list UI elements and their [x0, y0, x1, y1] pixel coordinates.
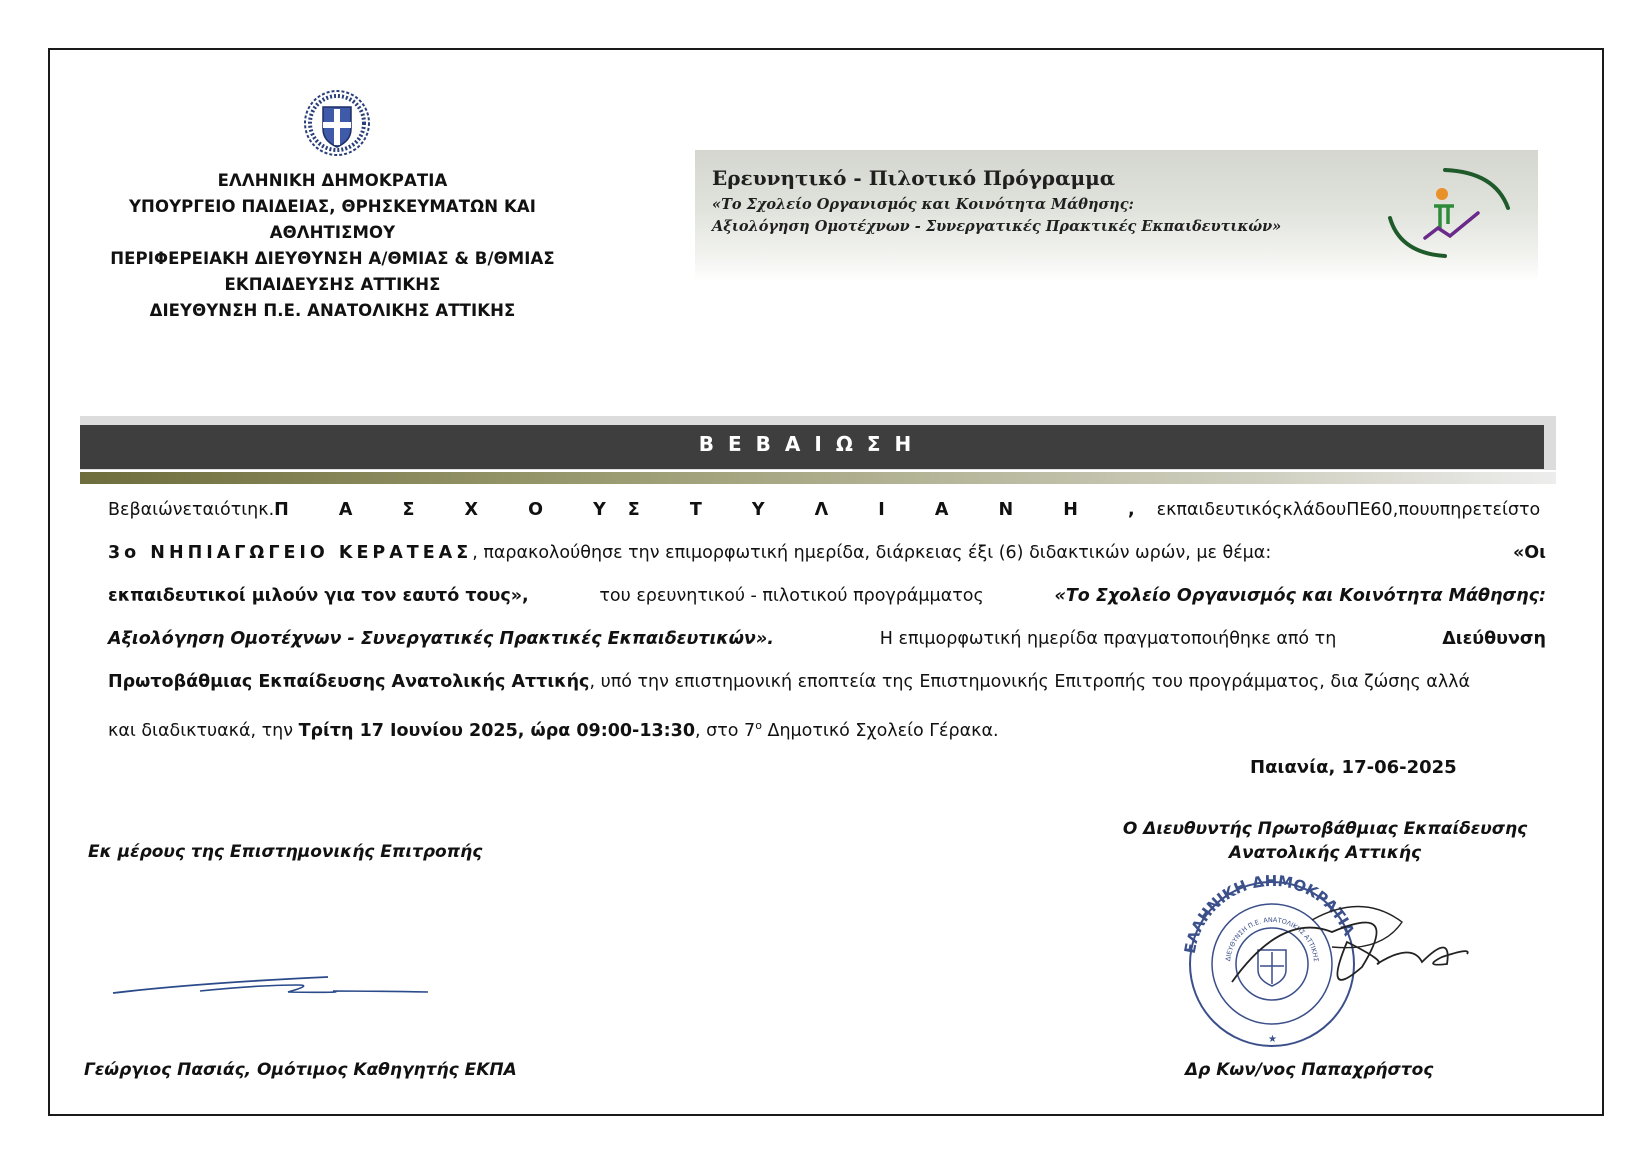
- title-bar-underline: [80, 472, 1556, 484]
- left-signatory-name: Γεώργιος Πασιάς, Ομότιμος Καθηγητής ΕΚΠΑ: [84, 1060, 517, 1080]
- body-line-6: [108, 704, 1546, 747]
- recipient-first-name: Σ Τ Υ Λ Ι Α Ν Η ,: [627, 500, 1157, 520]
- program-logo-icon: [1370, 158, 1520, 268]
- body-text: και διαδικτυακά, την: [108, 720, 299, 741]
- body-line-2: [108, 532, 1546, 575]
- org-line: ΕΚΠΑΙΔΕΥΣΗΣ ΑΤΤΙΚΗΣ: [224, 275, 441, 294]
- body-text: , υπό την επιστημονική εποπτεία της Επιστημονικής Επιτροπής του προγράμματος, δια ζώσης αλλά: [589, 672, 1471, 692]
- body-line-5: [108, 661, 1546, 704]
- left-signature-icon: [108, 955, 438, 1005]
- directorate: Διεύθυνση: [1442, 629, 1546, 649]
- program-name-cont: Αξιολόγηση Ομοτέχνων - Συνεργατικές Πρακτικές Εκπαιδευτικών».: [108, 629, 774, 649]
- certificate-title: ΒΕΒΑΙΩΣΗ: [698, 432, 926, 456]
- stamp-inner-text: ΔΙΕΥΘΥΝΣΗ Π.Ε. ΑΝΑΤΟΛΙΚΗΣ ΑΤΤΙΚΗΣ: [1224, 915, 1320, 963]
- directorate-cont: Πρωτοβάθμιας Εκπαίδευσης Ανατολικής Αττικής: [108, 672, 590, 692]
- greek-emblem-icon: [303, 89, 371, 157]
- ordinal-superscript: ο: [755, 719, 762, 732]
- body-text: , παρακολούθησε την επιμορφωτική ημερίδα, διάρκειας έξι (6) διδακτικών ωρών, με θέμα:: [472, 543, 1272, 563]
- program-name: «Το Σχολείο Οργανισμός και Κοινότητα Μάθησης:: [1054, 586, 1546, 606]
- word: εκπαιδευτικός: [1156, 500, 1283, 520]
- left-signatory-role: Εκ μέρους της Επιστημονικής Επιτροπής: [88, 842, 483, 862]
- body-text: , στο 7: [695, 720, 756, 741]
- body-line-3: [108, 575, 1546, 618]
- school-name: 3ο ΝΗΠΙΑΓΩΓΕΙΟ ΚΕΡΑΤΕΑΣ: [108, 543, 473, 563]
- word: υπηρετεί: [1429, 500, 1508, 520]
- body-text: Η επιμορφωτική ημερίδα πραγματοποιήθηκε από τη: [879, 629, 1337, 649]
- body-text: Δημοτικό Σχολείο Γέρακα.: [761, 720, 999, 741]
- theme-text: εκπαιδευτικοί μιλούν για τον εαυτό τους»,: [108, 586, 529, 606]
- certificate-body: [108, 489, 1546, 747]
- role-line-1: Ο Διευθυντής Πρωτοβάθμιας Εκπαίδευσης: [1122, 819, 1528, 839]
- program-subtitle-line1: «Το Σχολείο Οργανισμός και Κοινότητα Μάθησης:: [712, 196, 1134, 213]
- org-line: ΥΠΟΥΡΓΕΙΟ ΠΑΙΔΕΙΑΣ, ΘΡΗΣΚΕΥΜΑΤΩΝ ΚΑΙ: [129, 197, 536, 216]
- recipient-surname: Π Α Σ Χ Ο Υ: [274, 500, 628, 520]
- program-banner: [695, 150, 1538, 282]
- word: που: [1398, 500, 1430, 520]
- official-stamp-icon: [1172, 872, 1472, 1047]
- org-line: ΑΘΛΗΤΙΣΜΟΥ: [269, 223, 396, 242]
- right-signatory-role: [1120, 817, 1530, 865]
- place-date: Παιανία, 17-06-2025: [1250, 757, 1457, 778]
- word: Βεβαιώνεται: [108, 500, 220, 520]
- org-line: ΔΙΕΥΘΥΝΣΗ Π.Ε. ΑΝΑΤΟΛΙΚΗΣ ΑΤΤΙΚΗΣ: [149, 301, 516, 320]
- body-line-1: [108, 489, 1541, 532]
- program-subtitle-line2: Αξιολόγηση Ομοτέχνων - Συνεργατικές Πρακτικές Εκπαιδευτικών»: [712, 218, 1282, 235]
- word: κλάδου: [1282, 500, 1347, 520]
- stamp-outer-text: ΕΛΛΗΝΙΚΗ ΔΗΜΟΚΡΑΤΙΑ: [1180, 872, 1359, 955]
- program-title: Ερευνητικό - Πιλοτικό Πρόγραμμα: [712, 166, 1116, 190]
- org-line: ΠΕΡΙΦΕΡΕΙΑΚΗ ΔΙΕΥΘΥΝΣΗ Α/ΘΜΙΑΣ & Β/ΘΜΙΑΣ: [110, 249, 555, 268]
- body-line-4: [108, 618, 1546, 661]
- role-line-2: Ανατολικής Αττικής: [1228, 843, 1422, 863]
- event-datetime: Τρίτη 17 Ιουνίου 2025, ώρα 09:00-13:30: [298, 720, 696, 741]
- theme-start: «Οι: [1512, 543, 1546, 563]
- word: η: [247, 500, 259, 520]
- right-signatory-name: Δρ Κων/νος Παπαχρήστος: [1185, 1060, 1434, 1080]
- body-text: του ερευνητικού - πιλοτικού προγράμματος: [599, 586, 984, 606]
- svg-text:★: ★: [1268, 1034, 1277, 1045]
- word: ότι: [219, 500, 248, 520]
- word: ΠΕ60,: [1346, 500, 1399, 520]
- word: στο: [1507, 500, 1541, 520]
- org-line: ΕΛΛΗΝΙΚΗ ΔΗΜΟΚΡΑΤΙΑ: [217, 171, 448, 190]
- issuing-authority: [90, 168, 575, 324]
- word: κ.: [258, 500, 275, 520]
